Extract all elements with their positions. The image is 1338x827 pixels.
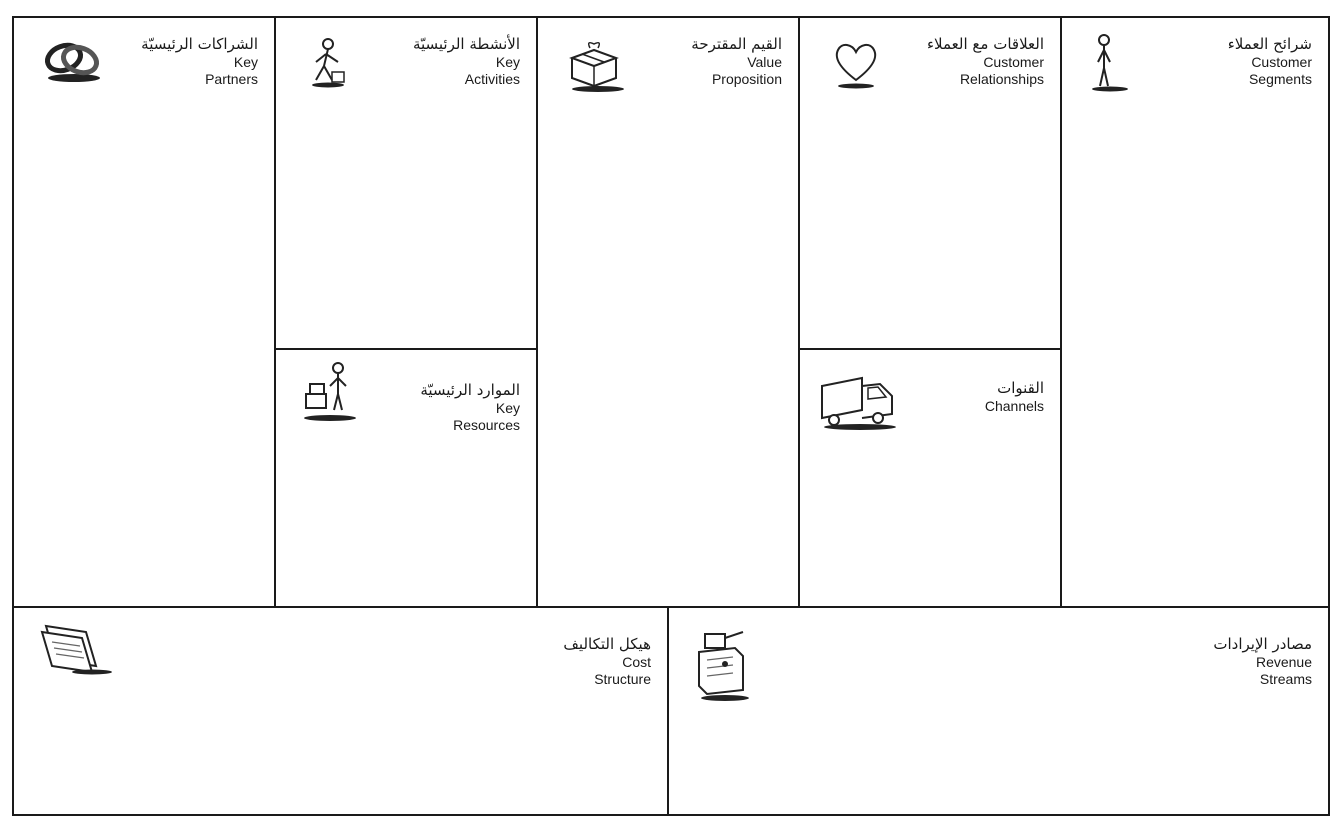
- gift-box-icon: [564, 38, 626, 92]
- business-model-canvas: [12, 16, 1330, 816]
- customer-relationships-title-en-1: Customer: [983, 54, 1044, 70]
- worker-icon: [306, 36, 350, 88]
- value-proposition-title-ar: القيم المقترحة: [691, 35, 782, 53]
- cost-structure-title-en-2: Structure: [594, 671, 651, 687]
- value-proposition-block[interactable]: [538, 18, 800, 606]
- customer-relationships-title-ar: العلاقات مع العملاء: [927, 35, 1044, 53]
- customer-relationships-block[interactable]: [800, 18, 1062, 350]
- key-partners-title-en-2: Partners: [205, 71, 258, 87]
- revenue-streams-block[interactable]: [669, 606, 1328, 814]
- revenue-streams-title-en-2: Streams: [1259, 671, 1312, 687]
- cost-structure-title-ar: هيكل التكاليف: [563, 635, 651, 653]
- customer-segments-title-en-1: Customer: [1251, 54, 1312, 70]
- truck-icon: [818, 372, 898, 432]
- key-resources-title-en-2: Resources: [453, 417, 520, 433]
- key-resources-title-ar: الموارد الرئيسيّة: [420, 381, 520, 399]
- customer-relationships-title-en-2: Relationships: [959, 71, 1044, 87]
- customer-segments-title-en-2: Segments: [1248, 71, 1312, 87]
- channels-title-ar: القنوات: [997, 379, 1044, 397]
- key-resources-block[interactable]: [276, 350, 538, 606]
- cash-register-icon: [695, 626, 757, 702]
- heart-icon: [830, 38, 882, 90]
- key-partners-block[interactable]: [14, 18, 276, 606]
- key-activities-title-en-2: Activities: [464, 71, 520, 87]
- value-proposition-title-en-1: Value: [747, 54, 782, 70]
- customer-segments-title-ar: شرائح العملاء: [1227, 35, 1312, 53]
- key-activities-block[interactable]: [276, 18, 538, 350]
- value-proposition-title-en-2: Proposition: [711, 71, 782, 87]
- cost-structure-title-en-1: Cost: [622, 654, 651, 670]
- person-with-boxes-icon: [300, 360, 360, 424]
- standing-person-icon: [1086, 32, 1130, 94]
- key-activities-title-en-1: Key: [495, 54, 520, 70]
- channels-block[interactable]: [800, 350, 1062, 606]
- key-partners-title-ar: الشراكات الرئيسيّة: [141, 35, 258, 53]
- receipt-icon: [32, 620, 116, 676]
- rings-icon: [40, 38, 104, 84]
- cost-structure-block[interactable]: [14, 606, 669, 814]
- revenue-streams-title-ar: مصادر الإيرادات: [1213, 635, 1312, 653]
- customer-segments-block[interactable]: [1062, 18, 1328, 606]
- revenue-streams-title-en-1: Revenue: [1255, 654, 1312, 670]
- key-partners-title-en-1: Key: [233, 54, 258, 70]
- channels-title-en-1: Channels: [984, 398, 1044, 414]
- key-activities-title-ar: الأنشطة الرئيسيّة: [412, 35, 520, 53]
- key-resources-title-en-1: Key: [495, 400, 520, 416]
